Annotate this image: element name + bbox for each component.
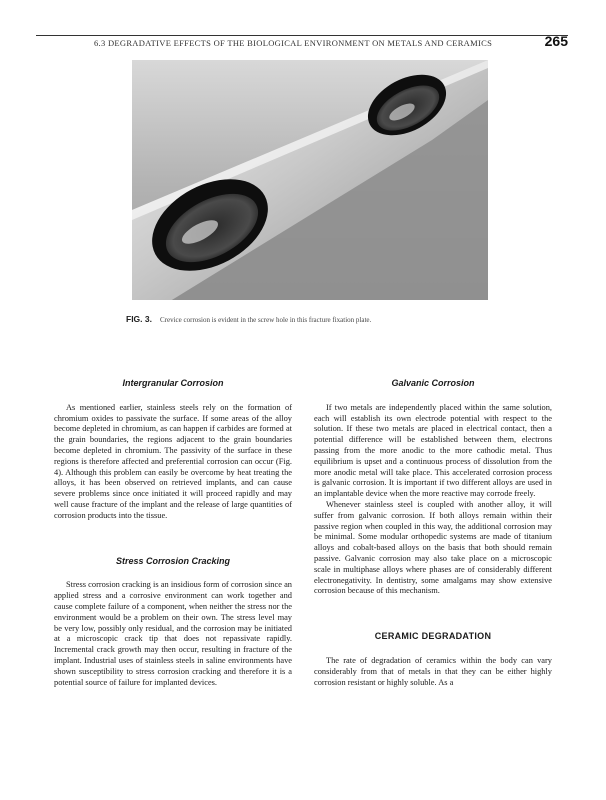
page-number: 265 — [544, 33, 568, 49]
figure-label: FIG. 3. — [126, 314, 152, 324]
figure-caption — [126, 314, 546, 324]
heading-galvanic-corrosion: Galvanic Corrosion — [391, 378, 475, 388]
fixation-plate-image — [132, 60, 488, 300]
running-head: 6.3 DEGRADATIVE EFFECTS OF THE BIOLOGICAL ENVIRONMENT ON METALS AND CERAMICS — [94, 38, 493, 48]
paragraph-ceramic-degradation: The rate of degradation of ceramics within the body can vary considerably from that of metals in that they can be either highly corrosion resistant or highly soluble. As a — [314, 655, 552, 687]
paragraph-intergranular-corrosion: As mentioned earlier, stainless steels rely on the formation of chromium oxides to passivate the surface. If some areas of the alloy become depleted in chromium, as can happen if carbides are formed at the grain boundaries, the regions adjacent to the grain boundaries become depleted in chromium. The passivity of the surface in these regions is therefore affected and preferential corrosion can occur (Fig. 4). Although this problem can easily be overcome by heat treating the alloys, it has been observed on retrieved implants, and can cause severe problems since once initiated it will proceed rapidly and may well cause fracture of the implant and the release of large quantities of corrosion products into the tissue. — [54, 402, 292, 520]
heading-ceramic-degradation: CERAMIC DEGRADATION — [374, 631, 492, 642]
paragraph-stress-corrosion-cracking: Stress corrosion cracking is an insidious form of corrosion since an applied stress and a corrosive environment can work together and cause complete failure of a component, when neither the stress nor the environment would be a problem on their own. The stress level may be very low, possibly only residual, and the corrosion may be initiated at a microscopic crack tip that does not repassivate rapidly. Incremental crack growth may then occur, resulting in fracture of the implant. Industrial uses of stainless steels in saline environments have shown susceptibility to stress corrosion cracking and therefore it is a potential source of failure for implanted devices. — [54, 580, 292, 687]
header-rule — [36, 35, 568, 36]
figure-caption-text: Crevice corrosion is evident in the screw hole in this fracture fixation plate. — [159, 316, 372, 324]
paragraph-galvanic-corrosion-2: Whenever stainless steel is coupled with another alloy, it will suffer from galvanic corrosion. If both alloys remain within their passive region when coupled in this way, the additional corrosion may be minimal. Some modular orthopedic systems are made of titanium alloys and cobalt-based alloys on the basis that both should remain passive. Galvanic corrosion may also take place on a microscopic scale in multiphase alloys where phases are of considerably different electronegativity. In dentistry, some amalgams may show extensive corrosion because of this mechanism. — [314, 499, 552, 596]
paragraph-galvanic-corrosion-1: If two metals are independently placed within the same solution, each will establish its own electrode potential with respect to the solution. If these two metals are placed in electrical contact, then a potential difference will be established between them, electrons passing from the more anodic to the more cathodic metal. Thus equilibrium is upset and a continuous process of dissolution from the more anodic metal will take place. This accelerated corrosion process is galvanic corrosion. It is important if two different alloys are used in an implantable device when the more reactive may corrode freely. — [314, 402, 552, 499]
heading-stress-corrosion-cracking: Stress Corrosion Cracking — [115, 555, 231, 566]
left-column — [54, 378, 292, 688]
figure-photo — [132, 60, 488, 300]
right-column — [314, 378, 552, 688]
heading-intergranular-corrosion: Intergranular Corrosion — [122, 378, 224, 388]
